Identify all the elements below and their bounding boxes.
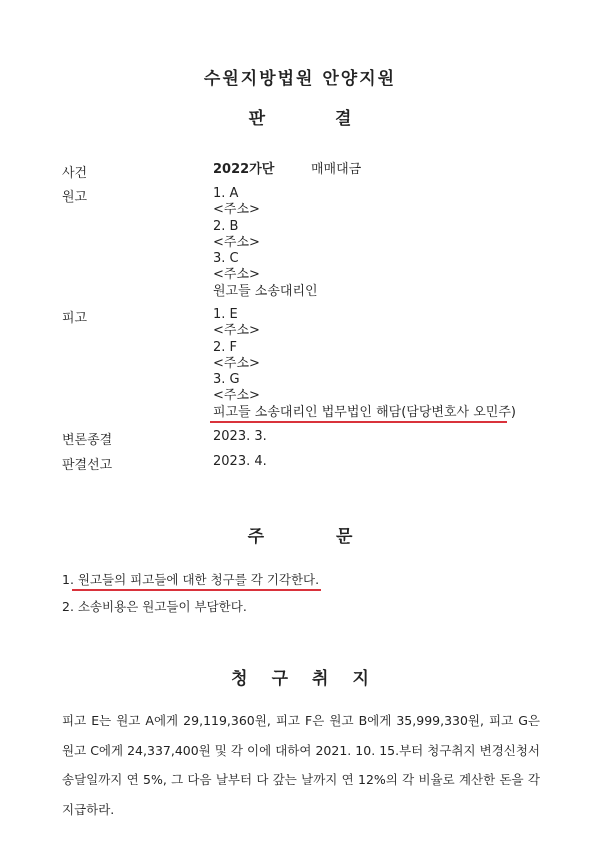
main-order-item: 1. 원고들의 피고들에 대한 청구를 각 기각한다. (62, 572, 320, 587)
plaintiff-line: 3. C (213, 251, 239, 267)
defendant-attorney-underline (210, 421, 507, 423)
plaintiff-line: 1. A (213, 186, 239, 201)
plaintiff-line: <주소> (213, 267, 260, 283)
defendant-line: <주소> (213, 355, 260, 371)
case-type: 매매대금 (311, 162, 362, 177)
plaintiff-list (213, 186, 318, 300)
defendant-line: <주소> (213, 388, 260, 404)
plaintiff-line: 2. B (213, 218, 239, 234)
judgment-label: 판결선고 (62, 458, 113, 473)
case-number: 2022가단 (213, 162, 275, 177)
defendant-line: 3. G (213, 372, 240, 388)
plaintiff-line: <주소> (213, 234, 260, 250)
claim-purpose-heading: 청 구 취 지 (231, 669, 369, 689)
closing-label: 변론종결 (62, 433, 113, 448)
plaintiff-label: 원고 (62, 190, 88, 205)
claim-purpose-text: 피고 E는 원고 A에게 29,119,360원, 피고 F은 원고 B에게 35,999,330원, 피고 G은 원고 C에게 24,337,400원 및 각 이에 대하여 2021. 10. 15.부터 청구취지 변경신청서 송달일까지 연 5%, 그 다음 날부터 다 갚는 날까지 연 12%의 각 비율로 계산한 돈을 각 지급하라. (62, 713, 540, 817)
defendant-line: 1. E (213, 307, 238, 322)
main-order-heading: 주 문 (247, 527, 353, 547)
defendant-line: 피고들 소송대리인 법무법인 해담(담당변호사 오민주) (213, 404, 516, 420)
plaintiff-line: 원고들 소송대리인 (213, 283, 318, 299)
closing-date: 2023. 3. (213, 429, 267, 444)
defendant-line: 2. F (213, 339, 238, 355)
main-order-item: 2. 소송비용은 원고들이 부담한다. (62, 599, 247, 614)
case-label: 사건 (62, 166, 88, 181)
defendant-label: 피고 (62, 311, 88, 326)
defendant-list (213, 307, 516, 421)
document-title: 판 결 (248, 109, 352, 129)
court-name: 수원지방법원 안양지원 (203, 69, 397, 89)
main-order-underline (72, 589, 321, 591)
judgment-date: 2023. 4. (213, 454, 267, 469)
defendant-line: <주소> (213, 323, 260, 339)
plaintiff-line: <주소> (213, 202, 260, 218)
